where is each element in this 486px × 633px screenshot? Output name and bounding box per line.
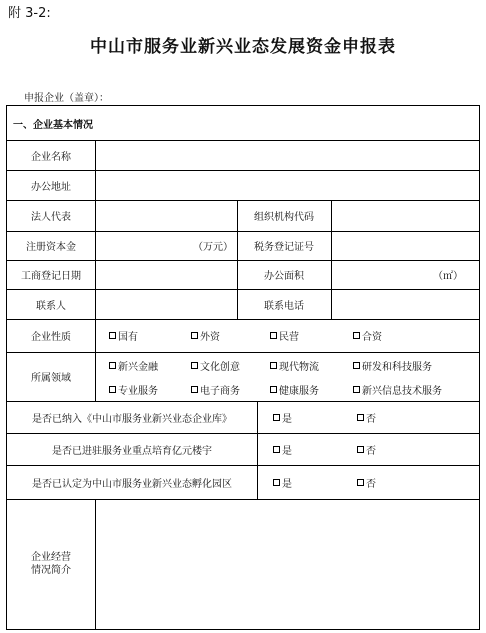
checkbox-icon[interactable] xyxy=(191,386,198,393)
label-field: 所属领域 xyxy=(31,373,71,384)
option-incubator-yes[interactable]: 是 xyxy=(273,433,292,465)
tax-reg-input[interactable] xyxy=(333,233,477,259)
checkbox-icon[interactable] xyxy=(353,332,360,339)
label-tax-reg: 税务登记证号 xyxy=(254,242,314,253)
option-field-5[interactable]: 电子商务 xyxy=(191,380,240,398)
option-park-no[interactable]: 否 xyxy=(357,465,376,499)
option-nature-0[interactable]: 国有 xyxy=(109,319,138,352)
option-incubator-no[interactable]: 否 xyxy=(357,433,376,465)
col-divider xyxy=(257,401,258,499)
company-name-input[interactable] xyxy=(97,142,477,169)
business-intro-textarea[interactable] xyxy=(97,501,477,628)
option-field-2[interactable]: 现代物流 xyxy=(270,356,319,374)
office-area-input[interactable] xyxy=(333,262,431,288)
option-field-4[interactable]: 专业服务 xyxy=(109,380,158,398)
contact-phone-input[interactable] xyxy=(333,291,477,318)
checkbox-icon[interactable] xyxy=(109,386,116,393)
option-field-0[interactable]: 新兴金融 xyxy=(109,356,158,374)
capital-unit: （万元） xyxy=(193,242,233,253)
col-divider xyxy=(95,499,96,629)
org-code-input[interactable] xyxy=(333,202,477,230)
intro-line1: 企业经营 xyxy=(31,552,71,563)
contact-person-input[interactable] xyxy=(97,291,235,318)
checkbox-icon[interactable] xyxy=(353,362,360,369)
checkbox-icon[interactable] xyxy=(353,386,360,393)
label-legal-rep: 法人代表 xyxy=(31,212,71,223)
checkbox-icon[interactable] xyxy=(270,362,277,369)
application-form xyxy=(6,105,480,630)
checkbox-icon[interactable] xyxy=(357,479,364,486)
legal-rep-input[interactable] xyxy=(97,202,235,230)
label-contact-person: 联系人 xyxy=(36,300,66,312)
intro-line2: 情况简介 xyxy=(31,565,71,576)
option-field-1[interactable]: 文化创意 xyxy=(191,356,240,374)
label-q-park: 是否已认定为中山市服务业新兴业态孵化园区 xyxy=(32,478,232,490)
label-org-code: 组织机构代码 xyxy=(254,212,314,223)
option-field-6[interactable]: 健康服务 xyxy=(270,380,319,398)
checkbox-icon[interactable] xyxy=(357,414,364,421)
option-field-7[interactable]: 新兴信息技术服务 xyxy=(353,380,442,398)
label-business-reg-date: 工商登记日期 xyxy=(21,271,81,282)
option-nature-2[interactable]: 民营 xyxy=(270,319,299,352)
label-q-incubator: 是否已进驻服务业重点培育亿元楼宇 xyxy=(52,445,212,457)
checkbox-icon[interactable] xyxy=(191,362,198,369)
label-contact-phone: 联系电话 xyxy=(264,300,304,312)
checkbox-icon[interactable] xyxy=(191,332,198,339)
label-company-name: 企业名称 xyxy=(31,151,71,163)
checkbox-icon[interactable] xyxy=(109,362,116,369)
registered-capital-input[interactable] xyxy=(97,233,191,259)
option-nature-3[interactable]: 合资 xyxy=(353,319,382,352)
label-q-library: 是否已纳入《中山市服务业新兴业态企业库》 xyxy=(32,413,232,425)
business-reg-date-input[interactable] xyxy=(97,262,235,288)
option-park-yes[interactable]: 是 xyxy=(273,465,292,499)
label-company-nature: 企业性质 xyxy=(31,332,71,343)
checkbox-icon[interactable] xyxy=(273,479,280,486)
office-address-input[interactable] xyxy=(97,172,477,199)
option-field-3[interactable]: 研发和科技服务 xyxy=(353,356,432,374)
attachment-number: 附 3-2: xyxy=(8,6,51,21)
checkbox-icon[interactable] xyxy=(270,332,277,339)
label-registered-capital: 注册资本金 xyxy=(26,242,76,253)
col-divider xyxy=(95,140,96,401)
checkbox-icon[interactable] xyxy=(273,414,280,421)
label-business-intro xyxy=(7,499,95,629)
label-office-area: 办公面积 xyxy=(264,271,304,282)
area-unit: （㎡） xyxy=(433,271,463,282)
applicant-label: 申报企业（盖章）： xyxy=(24,93,109,104)
col-divider xyxy=(331,200,332,319)
checkbox-icon[interactable] xyxy=(273,446,280,453)
option-nature-1[interactable]: 外资 xyxy=(191,319,220,352)
section-title: 一、企业基本情况 xyxy=(13,119,93,131)
option-library-no[interactable]: 否 xyxy=(357,401,376,433)
checkbox-icon[interactable] xyxy=(357,446,364,453)
checkbox-icon[interactable] xyxy=(109,332,116,339)
page-title: 中山市服务业新兴业态发展资金申报表 xyxy=(90,37,396,57)
option-library-yes[interactable]: 是 xyxy=(273,401,292,433)
label-office-address: 办公地址 xyxy=(31,181,71,193)
checkbox-icon[interactable] xyxy=(270,386,277,393)
